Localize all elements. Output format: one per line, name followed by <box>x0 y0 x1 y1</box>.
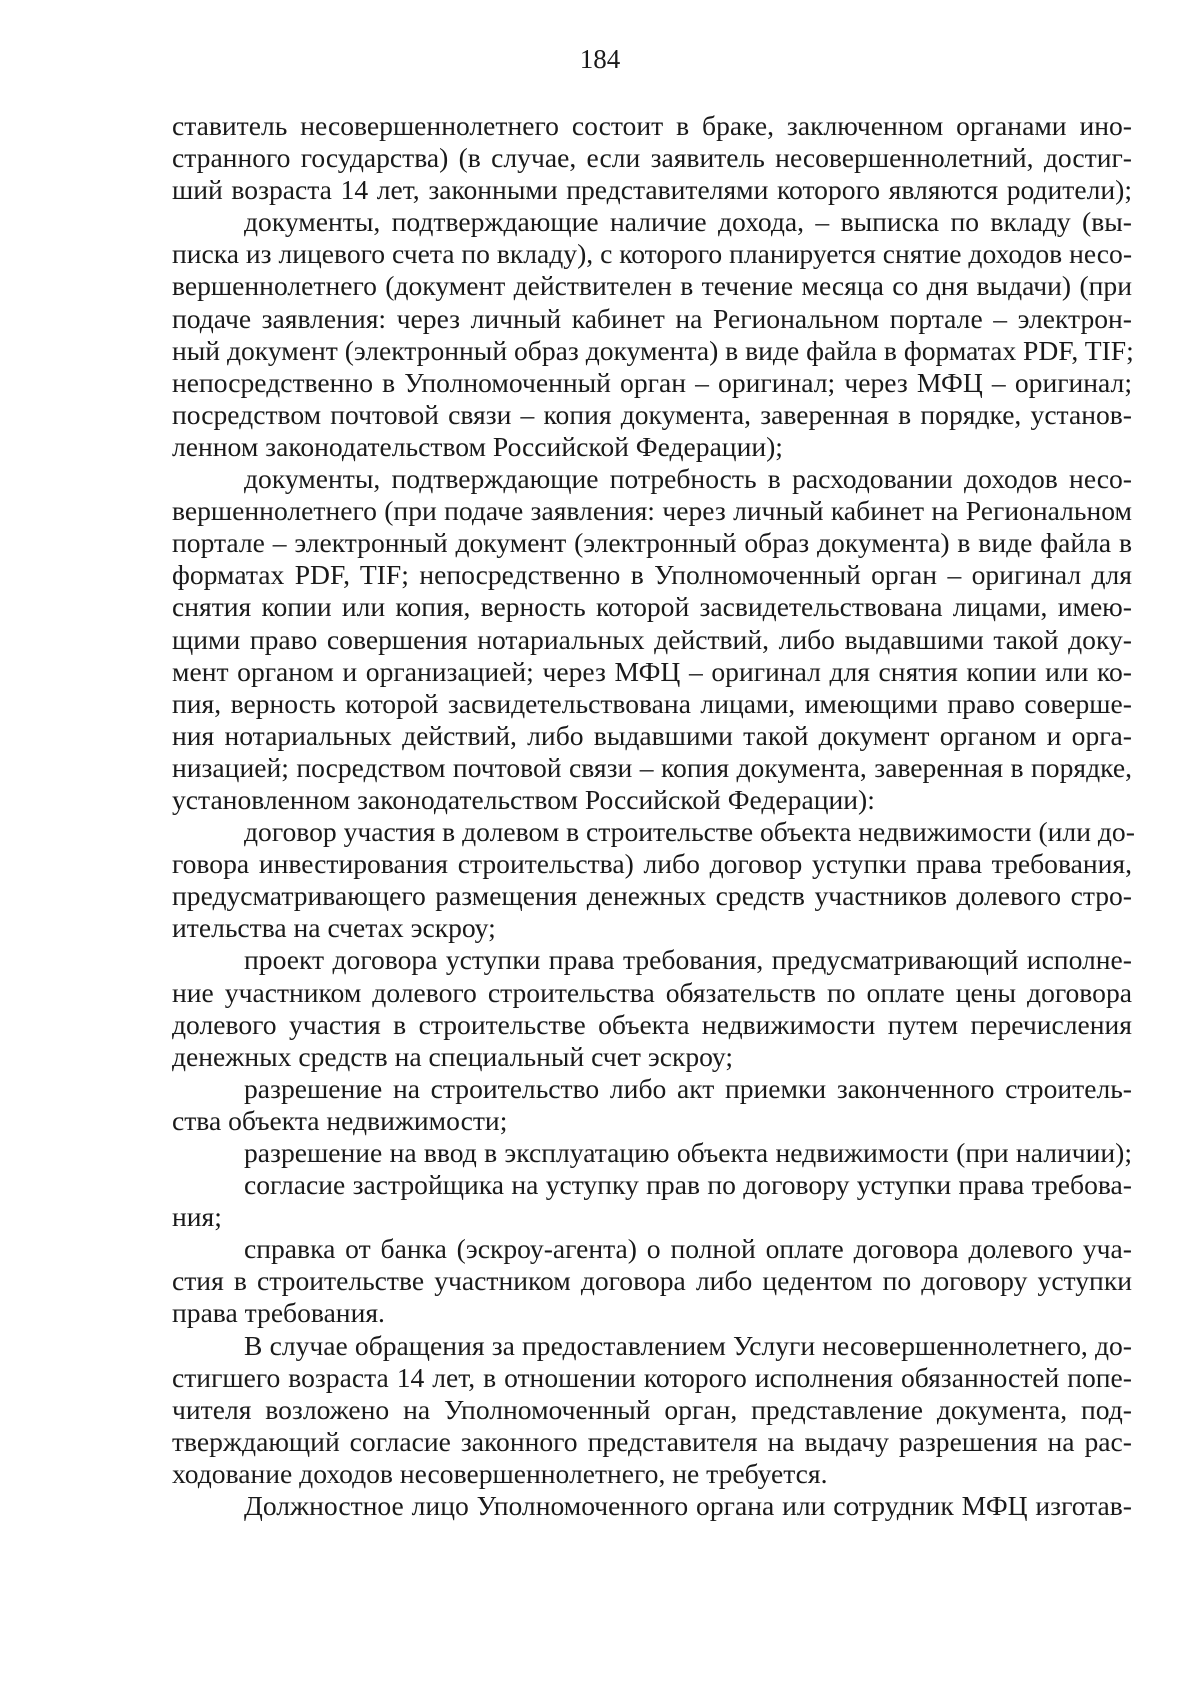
text-line: портале – электронный документ (электронный образ документа) в виде файла в <box>172 527 1132 559</box>
text-line: тверждающий согласие законного представителя на выдачу разрешения на рас- <box>172 1425 1132 1457</box>
text-line: мент органом и организацией; через МФЦ – оригинал для снятия копии или ко- <box>172 655 1132 687</box>
text-line: ший возраста 14 лет, законными представителями которого являются родители); <box>172 174 1132 206</box>
text-line: ленном законодательством Российской Федерации); <box>172 430 783 462</box>
text-line: снятия копии или копия, верность которой засвидетельствована лицами, имею- <box>172 591 1132 623</box>
text-line: стигшего возраста 14 лет, в отношении которого исполнения обязанностей попе- <box>172 1361 1132 1393</box>
text-line: странного государства) (в случае, если заявитель несовершеннолетний, достиг- <box>172 142 1132 174</box>
text-line: ходование доходов несовершеннолетнего, не требуется. <box>172 1457 828 1489</box>
text-line: предусматривающего размещения денежных средств участников долевого стро- <box>172 880 1132 912</box>
text-line: ный документ (электронный образ документа) в виде файла в форматах PDF, TIF; <box>172 334 1134 366</box>
text-line: ства объекта недвижимости; <box>172 1104 508 1136</box>
text-line: документы, подтверждающие наличие дохода, – выписка по вкладу (вы- <box>244 206 1132 238</box>
text-line: проект договора уступки права требования, предусматривающий исполне- <box>244 944 1132 976</box>
text-line: ние участником долевого строительства обязательств по оплате цены договора <box>172 976 1132 1008</box>
text-line: щими право совершения нотариальных действий, либо выдавшими такой доку- <box>172 623 1132 655</box>
text-line: низацией; посредством почтовой связи – копия документа, заверенная в порядке, <box>172 751 1132 783</box>
text-line: ния; <box>172 1201 222 1233</box>
text-line: согласие застройщика на уступку прав по договору уступки права требова- <box>244 1169 1132 1201</box>
text-line: денежных средств на специальный счет эскроу; <box>172 1040 734 1072</box>
text-line: вершеннолетнего (при подаче заявления: через личный кабинет на Региональном <box>172 495 1132 527</box>
text-line: Должностное лицо Уполномоченного органа или сотрудник МФЦ изготав- <box>244 1490 1132 1522</box>
text-line: пия, верность которой засвидетельствована лицами, имеющими право соверше- <box>172 687 1132 719</box>
text-line: справка от банка (эскроу-агента) о полной оплате договора долевого уча- <box>244 1233 1132 1265</box>
text-line: писка из лицевого счета по вкладу), с которого планируется снятие доходов несо- <box>172 238 1133 270</box>
text-line: ния нотариальных действий, либо выдавшими такой документ органом и орга- <box>172 719 1132 751</box>
text-line: установленном законодательством Российской Федерации): <box>172 783 875 815</box>
page-number: 184 <box>579 44 621 74</box>
text-line: посредством почтовой связи – копия документа, заверенная в порядке, установ- <box>172 398 1132 430</box>
text-line: долевого участия в строительстве объекта недвижимости путем перечисления <box>172 1008 1132 1040</box>
text-line: ительства на счетах эскроу; <box>172 912 496 944</box>
text-line: говора инвестирования строительства) либо договор уступки права требования, <box>172 848 1132 880</box>
text-line: форматах PDF, TIF; непосредственно в Уполномоченный орган – оригинал для <box>172 559 1132 591</box>
text-line: В случае обращения за предоставлением Услуги несовершеннолетнего, до- <box>244 1329 1132 1361</box>
text-line: чителя возложено на Уполномоченный орган, представление документа, под- <box>172 1393 1132 1425</box>
text-line: разрешение на строительство либо акт приемки законченного строитель- <box>244 1072 1132 1104</box>
text-line: подаче заявления: через личный кабинет на Региональном портале – электрон- <box>172 302 1132 334</box>
text-line: разрешение на ввод в эксплуатацию объекта недвижимости (при наличии); <box>244 1137 1132 1168</box>
text-line: вершеннолетнего (документ действителен в течение месяца со дня выдачи) (при <box>172 270 1132 302</box>
text-line: ставитель несовершеннолетнего состоит в браке, заключенном органами ино- <box>172 110 1132 141</box>
text-line: непосредственно в Уполномоченный орган – оригинал; через МФЦ – оригинал; <box>172 366 1132 398</box>
text-line: договор участия в долевом в строительстве объекта недвижимости (или до- <box>244 816 1135 848</box>
body-text <box>172 110 1135 1522</box>
text-line: стия в строительстве участником договора либо цедентом по договору уступки <box>172 1265 1132 1297</box>
text-line: документы, подтверждающие потребность в расходовании доходов несо- <box>244 463 1132 495</box>
text-line: права требования. <box>172 1297 385 1329</box>
